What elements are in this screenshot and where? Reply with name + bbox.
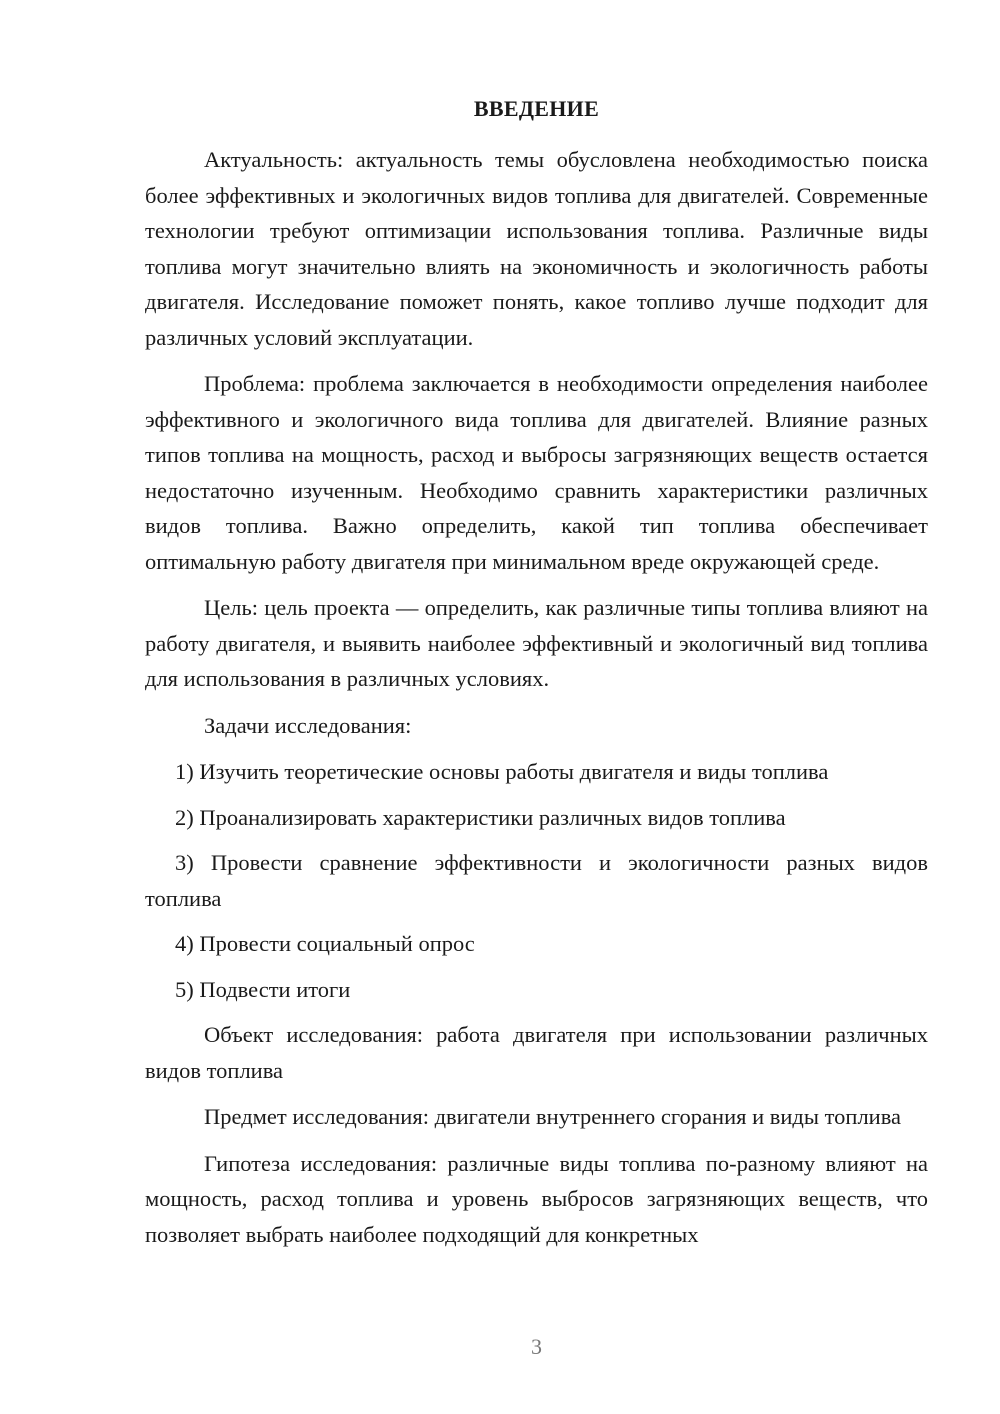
task-item-5: 5) Подвести итоги <box>175 976 351 1002</box>
task-item-3: 3) Провести сравнение эффективности и экологичности разных видов топлива <box>145 850 928 911</box>
tasks-intro: Задачи исследования: <box>204 712 412 738</box>
page-number: 3 <box>531 1334 542 1359</box>
page-heading: ВВЕДЕНИЕ <box>473 96 600 121</box>
paragraph-problem: Проблема: проблема заключается в необходимости определения наиболее эффективного и экологичного вида топлива для двигателей. Влияние разных типов топлива на мощность, расход и выбросы загрязняющих веществ остается недостаточно изученным. Необходимо сравнить характеристики различных видов топлива. Важно определить, какой тип топлива обеспечивает оптимальную работу двигателя при минимальном вреде окружающей среде. <box>145 371 928 574</box>
paragraph-subject: Предмет исследования: двигатели внутреннего сгорания и виды топлива <box>204 1104 902 1129</box>
task-item-1: 1) Изучить теоретические основы работы двигателя и виды топлива <box>175 759 829 784</box>
paragraph-object: Объект исследования: работа двигателя при использовании различных видов топлива <box>145 1022 928 1083</box>
task-item-2: 2) Проанализировать характеристики различных видов топлива <box>175 804 786 830</box>
task-item-4: 4) Провести социальный опрос <box>175 931 475 956</box>
paragraph-goal: Цель: цель проекта — определить, как различные типы топлива влияют на работу двигателя, и выявить наиболее эффективный и экологичный вид топлива для использования в различных условиях. <box>145 595 928 691</box>
paragraph-relevance: Актуальность: актуальность темы обусловлена необходимостью поиска более эффективных и экологичных видов топлива для двигателей. Современные технологии требуют оптимизации использования топлива. Различные виды топлива могут значительно влиять на экономичность и экологичность работы двигателя. Исследование поможет понять, какое топливо лучше подходит для различных условий эксплуатации. <box>145 147 928 350</box>
paragraph-hypothesis: Гипотеза исследования: различные виды топлива по-разному влияют на мощность, расход топлива и уровень выбросов загрязняющих веществ, что позволяет выбрать наиболее подходящий для конкретных <box>145 1150 928 1247</box>
document-body <box>145 142 928 1263</box>
